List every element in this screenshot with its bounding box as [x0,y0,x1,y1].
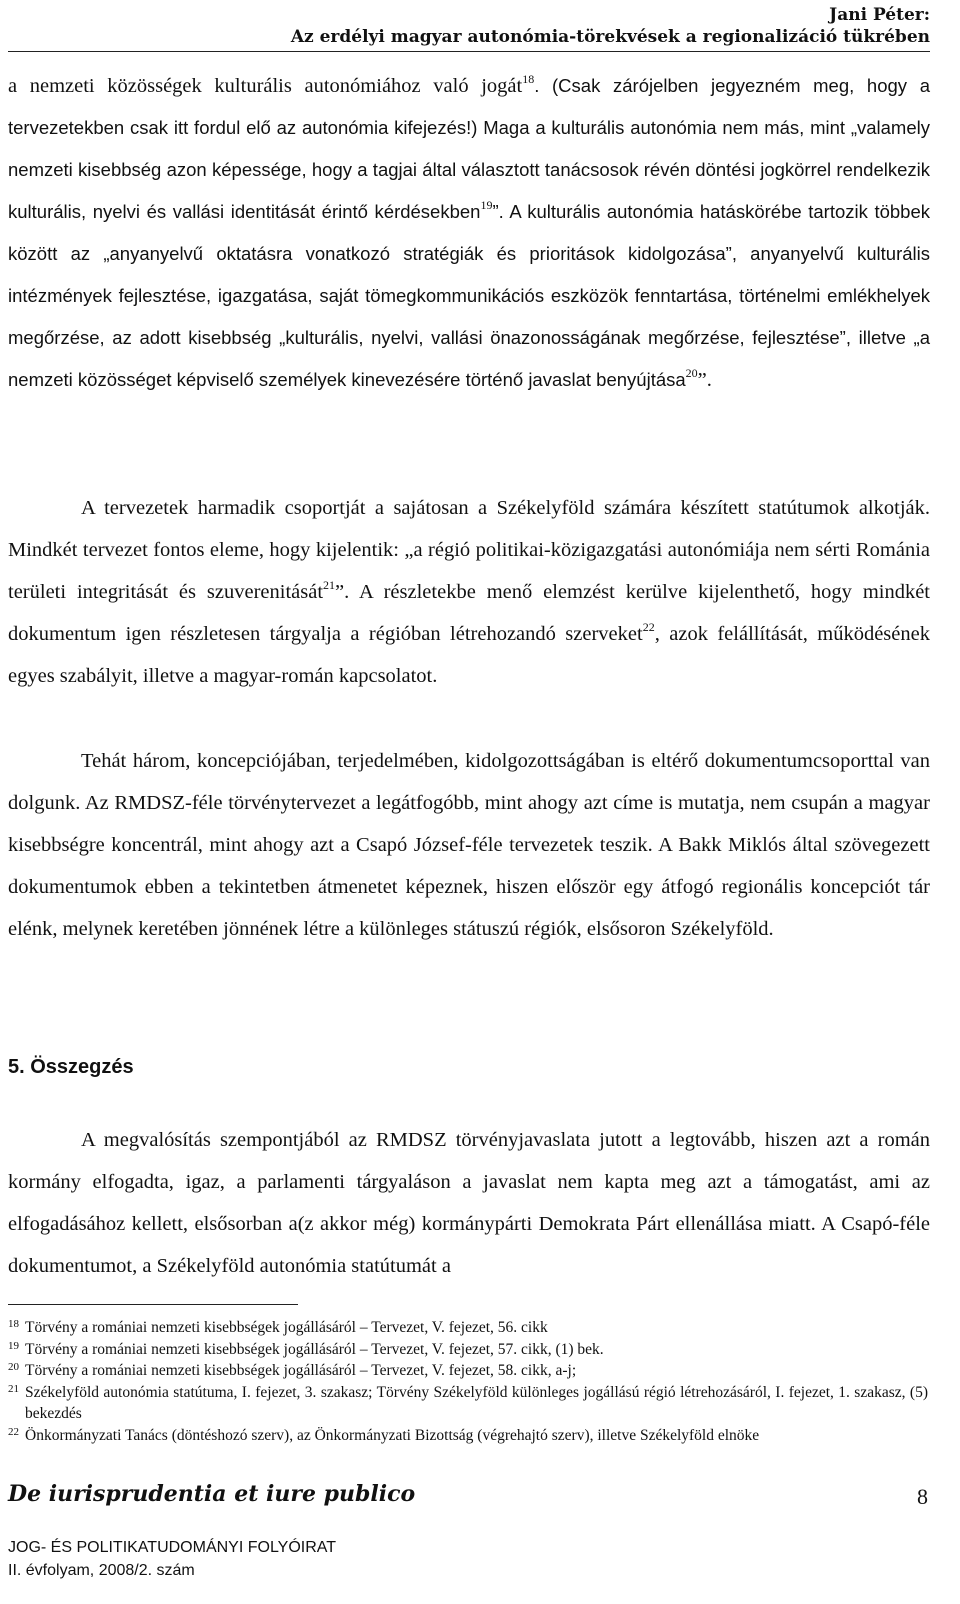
paragraph-text: A megvalósítás szempontjából az RMDSZ törvényjavaslata jutott a legtovább, hiszen azt a román kormány elfogadta, igaz, a parlamenti tárgyaláson a javaslat nem kapta meg azt a támogatást, ami az elfogadásához kellett, elsősorban a(z akkor még) kormánypárti Demokrata Párt ellenállása miatt. A Csapó-féle dokumentumot, a Székelyföld autonómia statútumát a [8,1129,930,1277]
paragraph-text: A tervezetek harmadik csoportját a sajátosan a Székelyföld számára készített statútumok alkotják. Mindkét tervezet fontos eleme, hogy kijelentik: „a régió politikai-közigazgatási autonómiája nem sérti Románia területi integritását és szuverenitását [8,497,930,603]
footnote-ref-21[interactable]: 21 [323,578,336,592]
footnote-22 [8,1425,928,1447]
journal-info [8,1536,336,1582]
footnote-ref-19[interactable]: 19 [480,198,493,212]
section-heading: 5. Összegzés [8,1056,134,1078]
footnote-ref-20[interactable]: 20 [685,366,698,380]
page-number: 8 [917,1484,928,1509]
footnote-18 [8,1317,928,1339]
journal-title: De iurisprudentia et iure publico [8,1481,416,1507]
footnote-number: 21 [8,1382,19,1395]
header-author: Jani Péter: [829,5,930,25]
paragraph-1 [8,65,930,401]
paragraph-text: ”. [697,369,712,391]
paragraph-text: Tehát három, koncepciójában, terjedelmében, kidolgozottságában is eltérő dokumentumcsoporttal van dolgunk. Az RMDSZ-féle törvénytervezet a legátfogóbb, mint ahogy azt címe is mutatja, nem csupán a magyar kisebbségre koncentrál, mint ahogy azt a Csapó József-féle tervezetek teszik. A Bakk Miklós által szövegezett dokumentumok ebben a tekintetben átmenetet képeznek, hiszen először egy átfogó regionális koncepciót tár elénk, melynek keretében jönnének létre a különleges státuszú régiók, elsősoron Székelyföld. [8,750,930,940]
paragraph-text: . (Csak zárójelben jegyezném meg, hogy a tervezetekben csak itt fordul elő az autonómia kifejezés!) Maga a kulturális autonómia nem más, mint „valamely nemzeti kisebbség azon képessége, hogy a tagjai által választott tanácsosok révén döntési jogkörrel rendelkezik kulturális, nyelvi és vallási identitását érintő kérdésekben [8,75,930,222]
footnote-text: Önkormányzati Tanács (döntéshozó szerv), az Önkormányzati Bizottság (végrehajtó szerv), illetve Székelyföld elnöke [25,1426,760,1444]
footnote-number: 22 [8,1425,19,1438]
paragraph-4 [8,1119,930,1287]
footnote-ref-18[interactable]: 18 [522,72,535,86]
running-header [291,4,930,48]
footnote-text: Törvény a romániai nemzeti kisebbségek jogállásáról – Tervezet, V. fejezet, 57. cikk, (1) bek. [25,1340,604,1358]
footnotes [8,1317,928,1446]
footnote-text: Törvény a romániai nemzeti kisebbségek jogállásáról – Tervezet, V. fejezet, 58. cikk, a-j; [25,1362,577,1379]
footnote-text: Székelyföld autonómia statútuma, I. fejezet, 3. szakasz; Törvény Székelyföld különleges jogállású régió létrehozásáról, I. fejezet, 1. szakasz, (5) bekezdés [25,1383,928,1422]
footnote-19 [8,1339,928,1361]
journal-subtitle: JOG- ÉS POLITIKATUDOMÁNYI FOLYÓIRAT [8,1539,337,1556]
footnote-21 [8,1382,928,1425]
paragraph-3 [8,740,930,950]
journal-issue: II. évfolyam, 2008/2. szám [8,1562,195,1579]
footnote-number: 19 [8,1339,19,1352]
header-divider [8,51,930,52]
header-title: Az erdélyi magyar autonómia-törekvések a regionalizáció tükrében [290,27,930,47]
footnote-number: 18 [8,1318,19,1330]
paragraph-text: , azok felállítását, működésének egyes szabályit, illetve a magyar-román kapcsolatot. [8,623,930,687]
paragraph-text: ”. A kulturális autonómia hatáskörébe tartozik többek között az „anyanyelvű oktatásra vonatkozó stratégiák és prioritások kidolgozása”, anyanyelvű kulturális intézmények fejlesztése, igazgatása, saját tömegkommunikációs eszközök fenntartása, történelmi emlékhelyek megőrzése, az adott kisebbség „kulturális, nyelvi, vallási önazonosságának megőrzése, fejlesztése”, illetve „a nemzeti közösséget képviselő személyek kinevezésére történő javaslat benyújtása [8,201,930,390]
footnote-text: Törvény a romániai nemzeti kisebbségek jogállásáról – Tervezet, V. fejezet, 56. cikk [25,1319,548,1336]
footnote-divider [8,1304,298,1305]
paragraph-2 [8,487,930,697]
paragraph-text: ”. A részletekbe menő elemzést kerülve kijelenthető, hogy mindkét dokumentum igen részletesen tárgyalja a régióban létrehozandó szerveket [8,581,931,645]
footnote-20 [8,1360,928,1382]
footnote-number: 20 [8,1361,19,1373]
footnote-ref-22[interactable]: 22 [642,620,655,634]
paragraph-text: a nemzeti közösségek kulturális autonómiához való jogát [8,75,523,97]
